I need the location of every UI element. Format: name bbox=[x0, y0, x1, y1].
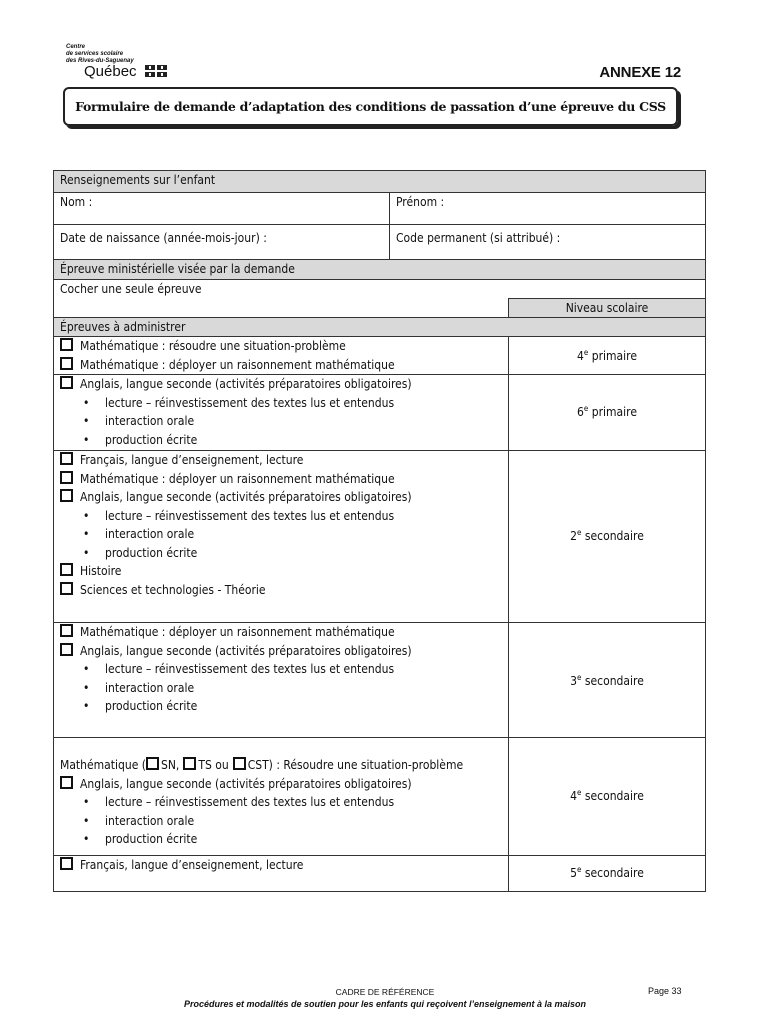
exam-group-5 bbox=[54, 738, 509, 856]
exam-option bbox=[60, 488, 502, 507]
exam-group-3 bbox=[54, 451, 509, 623]
checkbox[interactable] bbox=[60, 624, 73, 637]
exam-sub-item-label: interaction orale bbox=[105, 527, 195, 541]
checkbox[interactable] bbox=[60, 338, 73, 351]
exam-sub-item-label: production écrite bbox=[105, 699, 198, 713]
exam-sub-item-label: interaction orale bbox=[105, 680, 195, 695]
exam-sub-item bbox=[60, 394, 502, 413]
exam-sub-item-label: production écrite bbox=[105, 432, 198, 447]
exam-option-label: Anglais, langue seconde (activités préparatoires obligatoires) bbox=[80, 377, 412, 391]
math-option-opt3: CST) : Résoudre une situation-problème bbox=[247, 758, 464, 772]
exam-sub-item-label: production écrite bbox=[105, 832, 198, 846]
birthdate-label: Date de naissance (année-mois-jour) : bbox=[60, 231, 267, 245]
epreuve-header: Épreuve ministérielle visée par la demande bbox=[54, 260, 706, 280]
checkbox-ts[interactable] bbox=[183, 757, 196, 770]
level-column-header: Niveau scolaire bbox=[509, 298, 706, 317]
exam-sub-item-label: lecture – réinvestissement des textes lus et entendus bbox=[105, 662, 395, 676]
exam-option-label: Sciences et technologies - Théorie bbox=[80, 582, 266, 597]
exam-sub-item bbox=[60, 544, 502, 563]
school-level: 4e primaire bbox=[509, 337, 706, 375]
exam-option-label: Mathématique : déployer un raisonnement mathématique bbox=[80, 471, 395, 486]
nom-label: Nom : bbox=[60, 195, 93, 209]
school-level: 6e primaire bbox=[509, 375, 706, 451]
footer-subtitle: Procédures et modalités de soutien pour les enfants qui reçoivent l’enseignement à la maison bbox=[183, 999, 587, 1009]
exam-sub-item-label: interaction orale bbox=[105, 813, 195, 828]
exam-option bbox=[60, 581, 502, 600]
annexe-label: ANNEXE 12 bbox=[599, 64, 681, 81]
checkbox-cst[interactable] bbox=[233, 757, 246, 770]
footer-cadre: CADRE DE RÉFÉRENCE bbox=[335, 987, 435, 997]
math-option-line bbox=[60, 756, 502, 775]
form-title-box bbox=[63, 87, 678, 126]
exam-option-label: Mathématique : déployer un raisonnement mathématique bbox=[80, 625, 395, 639]
school-level: 3e secondaire bbox=[509, 623, 706, 738]
checkbox[interactable] bbox=[60, 563, 73, 576]
school-level: 5e secondaire bbox=[509, 856, 706, 892]
exam-option bbox=[60, 470, 502, 489]
exam-sub-item bbox=[60, 812, 502, 831]
exam-group-2 bbox=[54, 375, 509, 451]
checkbox[interactable] bbox=[60, 376, 73, 389]
exam-option bbox=[60, 451, 502, 470]
administer-header: Épreuves à administrer bbox=[54, 317, 706, 337]
math-option-opt2: TS ou bbox=[198, 758, 229, 772]
checkbox[interactable] bbox=[60, 452, 73, 465]
exam-option bbox=[60, 623, 502, 642]
exam-sub-item bbox=[60, 679, 502, 698]
exam-sub-item bbox=[60, 660, 502, 679]
checkbox[interactable] bbox=[60, 857, 73, 870]
exam-sub-item bbox=[60, 412, 502, 431]
checkbox[interactable] bbox=[60, 489, 73, 502]
exam-sub-item-label: lecture – réinvestissement des textes lus et entendus bbox=[105, 508, 395, 523]
exam-option-label: Anglais, langue seconde (activités préparatoires obligatoires) bbox=[80, 490, 412, 504]
math-option-opt1: SN, bbox=[161, 758, 180, 772]
exam-sub-item-label: lecture – réinvestissement des textes lus et entendus bbox=[105, 395, 395, 410]
exam-option-label: Français, langue d’enseignement, lecture bbox=[80, 858, 304, 872]
exam-sub-item-label: lecture – réinvestissement des textes lus et entendus bbox=[105, 795, 395, 809]
checkbox[interactable] bbox=[60, 776, 73, 789]
exam-group-6 bbox=[54, 856, 509, 892]
school-level: 2e secondaire bbox=[509, 451, 706, 623]
prenom-field[interactable] bbox=[390, 193, 706, 225]
exam-sub-item-label: production écrite bbox=[105, 545, 198, 560]
exam-option-label: Mathématique : résoudre une situation-problème bbox=[80, 339, 346, 353]
permanent-code-field[interactable] bbox=[390, 225, 706, 260]
instruction-text: Cocher une seule épreuve bbox=[54, 279, 509, 298]
page-number: Page 33 bbox=[648, 986, 682, 996]
exam-option bbox=[60, 337, 502, 356]
exam-sub-item bbox=[60, 697, 502, 716]
checkbox[interactable] bbox=[60, 471, 73, 484]
checkbox[interactable] bbox=[60, 357, 73, 370]
child-info-header: Renseignements sur l’enfant bbox=[54, 171, 706, 193]
exam-option bbox=[60, 562, 502, 581]
exam-group-1 bbox=[54, 337, 509, 375]
checkbox[interactable] bbox=[60, 643, 73, 656]
exam-group-4 bbox=[54, 623, 509, 738]
exam-sub-item-label: interaction orale bbox=[105, 414, 195, 428]
nom-field[interactable] bbox=[54, 193, 390, 225]
exam-sub-item bbox=[60, 793, 502, 812]
exam-option bbox=[60, 775, 502, 794]
exam-option-label: Histoire bbox=[80, 564, 122, 578]
exam-option-label: Français, langue d’enseignement, lecture bbox=[80, 453, 304, 467]
exam-option bbox=[60, 375, 502, 394]
checkbox-sn[interactable] bbox=[146, 757, 159, 770]
math-option-prefix: Mathématique ( bbox=[60, 758, 146, 772]
checkbox[interactable] bbox=[60, 582, 73, 595]
exam-option-label: Mathématique : déployer un raisonnement mathématique bbox=[80, 357, 395, 372]
school-level: 4e secondaire bbox=[509, 738, 706, 856]
exam-sub-item bbox=[60, 507, 502, 526]
exam-option-label: Anglais, langue seconde (activités préparatoires obligatoires) bbox=[80, 643, 412, 658]
birthdate-field[interactable] bbox=[54, 225, 390, 260]
exam-option bbox=[60, 356, 502, 375]
exam-sub-item bbox=[60, 525, 502, 544]
logo-quebec-wordmark: Québec bbox=[84, 63, 137, 80]
form-title: Formulaire de demande d’adaptation des conditions de passation d’une épreuve du CSS bbox=[75, 99, 666, 114]
exam-sub-item bbox=[60, 830, 502, 849]
logo-org-name: Centre de services scolaire des Rives-du-Saguenay bbox=[66, 44, 134, 64]
exam-option-label: Anglais, langue seconde (activités préparatoires obligatoires) bbox=[80, 776, 412, 791]
exam-sub-item bbox=[60, 431, 502, 450]
quebec-css-logo bbox=[66, 44, 186, 80]
request-form-table bbox=[53, 170, 706, 892]
exam-option bbox=[60, 856, 502, 875]
permanent-code-label: Code permanent (si attribué) : bbox=[396, 231, 561, 245]
exam-option bbox=[60, 642, 502, 661]
prenom-label: Prénom : bbox=[396, 195, 445, 209]
